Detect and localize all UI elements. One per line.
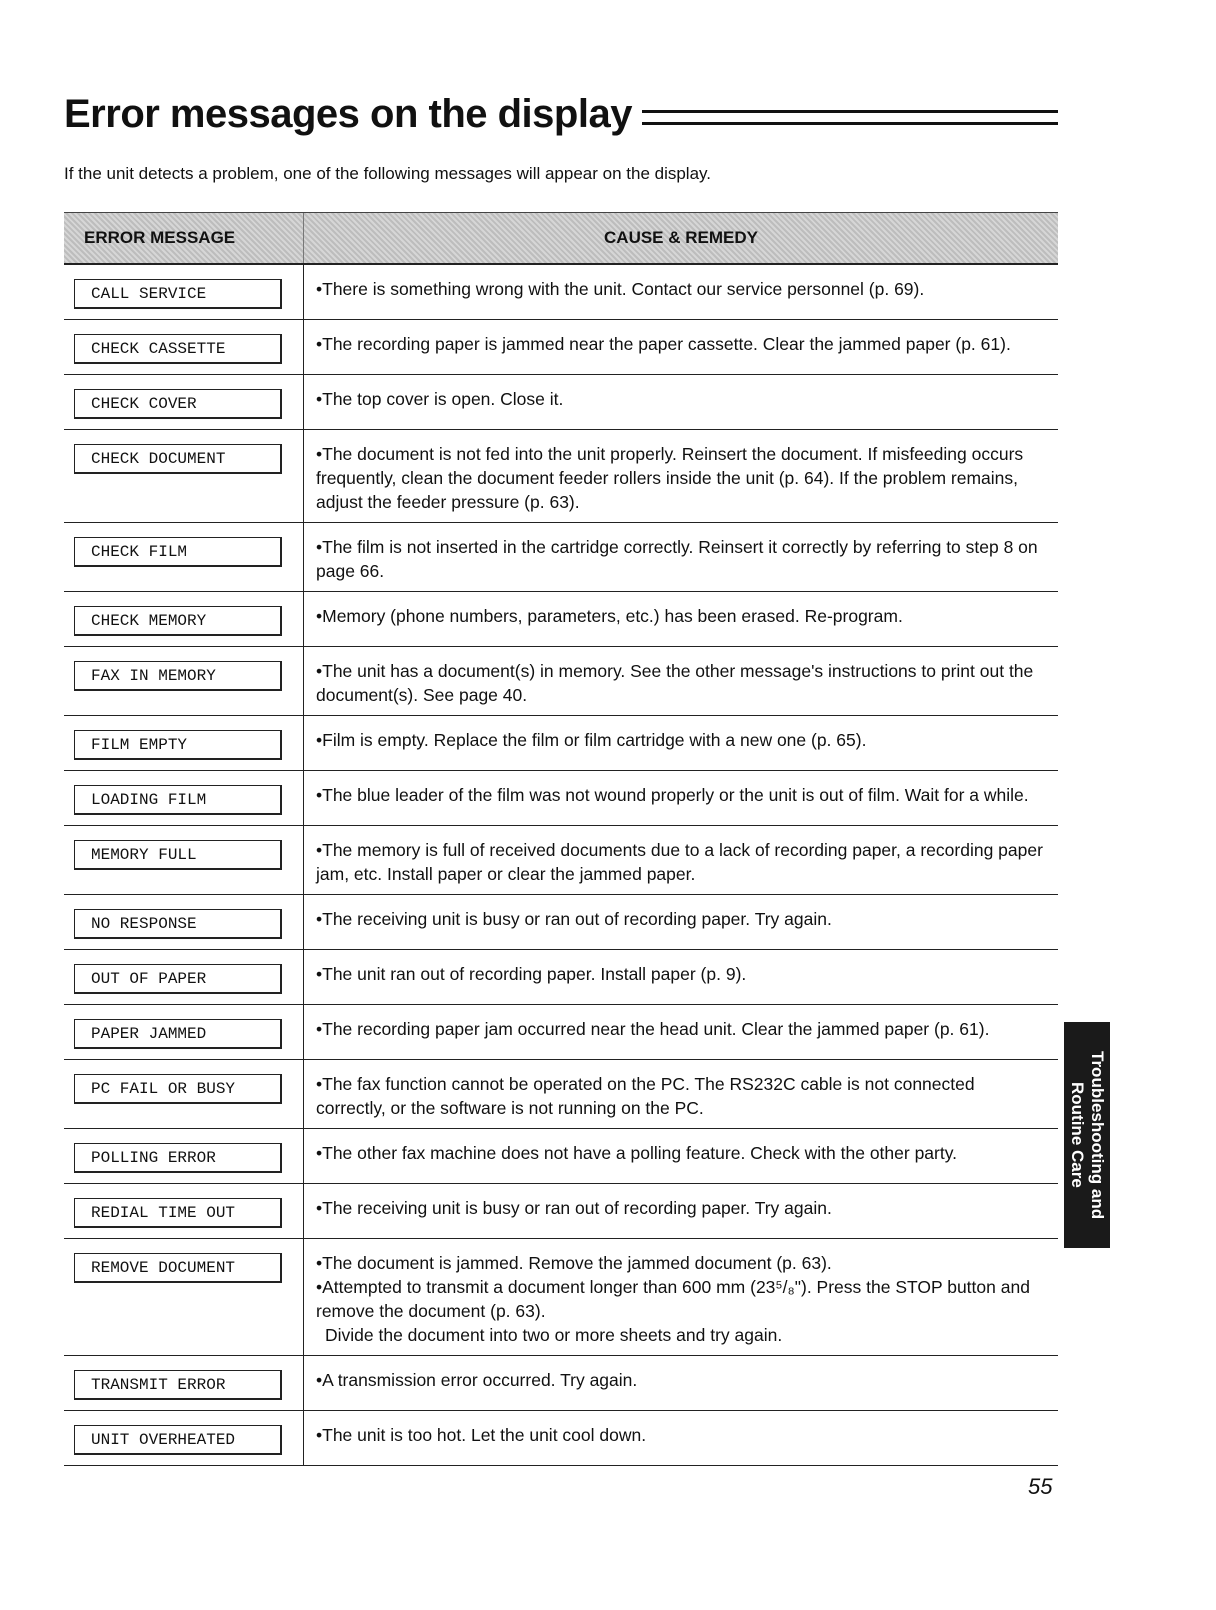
error-message-code: CHECK CASSETTE [74, 334, 282, 364]
error-message-cell [64, 1356, 304, 1410]
header-cause-remedy: CAUSE & REMEDY [604, 228, 758, 247]
cause-remedy-text: •The memory is full of received documents due to a lack of recording paper, a recording paper jam, etc. Install paper or clear the jammed paper. [316, 840, 1043, 884]
cause-remedy-text: •The fax function cannot be operated on the PC. The RS232C cable is not connected correctly, or the software is not running on the PC. [316, 1074, 975, 1118]
error-message-cell [64, 771, 304, 825]
page-title: Error messages on the display [64, 91, 632, 136]
error-message-cell [64, 647, 304, 715]
cause-remedy-cell [304, 1005, 1058, 1059]
table-row [64, 771, 1058, 826]
cause-remedy-cell [304, 1184, 1058, 1238]
cause-remedy-text: •The unit ran out of recording paper. Install paper (p. 9). [316, 964, 747, 984]
cause-remedy-cell [304, 1356, 1058, 1410]
error-message-code: PAPER JAMMED [74, 1019, 282, 1049]
error-message-cell [64, 375, 304, 429]
error-message-cell [64, 1060, 304, 1128]
table-row [64, 430, 1058, 523]
error-message-cell [64, 1184, 304, 1238]
cause-remedy-cell [304, 826, 1058, 894]
cause-remedy-text: •There is something wrong with the unit. Contact our service personnel (p. 69). [316, 279, 925, 299]
table-row [64, 716, 1058, 771]
table-row [64, 1356, 1058, 1411]
table-body [64, 265, 1058, 1466]
error-message-code: REMOVE DOCUMENT [74, 1253, 282, 1283]
cause-remedy-cell [304, 320, 1058, 374]
error-message-cell [64, 1005, 304, 1059]
error-message-cell [64, 592, 304, 646]
cause-remedy-text: •Attempted to transmit a document longer than 600 mm (23⁵/₈"). Press the STOP button and remove the document (p. 63). [316, 1277, 1030, 1321]
header-error-message: ERROR MESSAGE [64, 213, 304, 263]
cause-remedy-text: •The film is not inserted in the cartridge correctly. Reinsert it correctly by referring to step 8 on page 66. [316, 537, 1038, 581]
intro-text: If the unit detects a problem, one of the following messages will appear on the display. [64, 164, 712, 183]
cause-remedy-cell [304, 1411, 1058, 1465]
error-message-cell [64, 1411, 304, 1465]
cause-remedy-text: •The document is not fed into the unit properly. Reinsert the document. If misfeeding occurs frequently, clean the document feeder rollers inside the unit (p. 64). If the problem remains, adjust the feeder pressure (p. 63). [316, 444, 1024, 512]
table-header [64, 212, 1058, 265]
table-row [64, 826, 1058, 895]
cause-remedy-text: •The document is jammed. Remove the jammed document (p. 63). [316, 1253, 832, 1273]
error-message-code: POLLING ERROR [74, 1143, 282, 1173]
table-row [64, 1060, 1058, 1129]
cause-remedy-cell [304, 430, 1058, 522]
table-row [64, 1239, 1058, 1356]
error-table [64, 212, 1058, 1466]
table-row [64, 950, 1058, 1005]
error-message-cell [64, 895, 304, 949]
error-message-cell [64, 265, 304, 319]
error-message-code: CHECK FILM [74, 537, 282, 567]
error-message-code: OUT OF PAPER [74, 964, 282, 994]
cause-remedy-cell [304, 375, 1058, 429]
error-message-code: CALL SERVICE [74, 279, 282, 309]
table-row [64, 320, 1058, 375]
error-message-code: FAX IN MEMORY [74, 661, 282, 691]
table-row [64, 1411, 1058, 1466]
error-message-cell [64, 716, 304, 770]
cause-remedy-cell [304, 1060, 1058, 1128]
table-row [64, 523, 1058, 592]
error-message-code: CHECK DOCUMENT [74, 444, 282, 474]
error-message-cell [64, 826, 304, 894]
error-message-cell [64, 1239, 304, 1355]
cause-remedy-cell [304, 1129, 1058, 1183]
page-heading [64, 84, 1058, 144]
cause-remedy-cell [304, 523, 1058, 591]
side-tab-label: Troubleshooting and Routine Care [1068, 1050, 1107, 1220]
error-message-code: LOADING FILM [74, 785, 282, 815]
page-number: 55 [1028, 1474, 1053, 1499]
cause-remedy-cell [304, 265, 1058, 319]
cause-remedy-text: •The blue leader of the film was not wound properly or the unit is out of film. Wait for a while. [316, 785, 1029, 805]
cause-remedy-text: •Film is empty. Replace the film or film cartridge with a new one (p. 65). [316, 730, 867, 750]
cause-remedy-text: •The top cover is open. Close it. [316, 389, 564, 409]
table-row [64, 647, 1058, 716]
cause-remedy-text: •The receiving unit is busy or ran out of recording paper. Try again. [316, 909, 832, 929]
table-row [64, 1129, 1058, 1184]
cause-remedy-text: •The recording paper is jammed near the paper cassette. Clear the jammed paper (p. 61). [316, 334, 1011, 354]
cause-remedy-cell [304, 771, 1058, 825]
table-row [64, 1184, 1058, 1239]
error-message-code: UNIT OVERHEATED [74, 1425, 282, 1455]
cause-remedy-text: •Memory (phone numbers, parameters, etc.) has been erased. Re-program. [316, 606, 903, 626]
error-message-cell [64, 523, 304, 591]
error-message-code: TRANSMIT ERROR [74, 1370, 282, 1400]
error-message-code: MEMORY FULL [74, 840, 282, 870]
error-message-cell [64, 1129, 304, 1183]
section-side-tab [1064, 1022, 1110, 1248]
error-message-code: CHECK COVER [74, 389, 282, 419]
table-row [64, 592, 1058, 647]
error-message-code: REDIAL TIME OUT [74, 1198, 282, 1228]
cause-remedy-text: •The receiving unit is busy or ran out of recording paper. Try again. [316, 1198, 832, 1218]
error-message-code: CHECK MEMORY [74, 606, 282, 636]
cause-remedy-text: •The unit has a document(s) in memory. See the other message's instructions to print out the document(s). See page 40. [316, 661, 1034, 705]
error-message-code: FILM EMPTY [74, 730, 282, 760]
cause-remedy-cell [304, 895, 1058, 949]
table-row [64, 1005, 1058, 1060]
cause-remedy-cell [304, 1239, 1058, 1355]
error-message-code: PC FAIL OR BUSY [74, 1074, 282, 1104]
cause-remedy-cell [304, 716, 1058, 770]
cause-remedy-text: •The other fax machine does not have a polling feature. Check with the other party. [316, 1143, 958, 1163]
cause-remedy-text: •The unit is too hot. Let the unit cool down. [316, 1425, 647, 1445]
cause-remedy-text: Divide the document into two or more sheets and try again. [325, 1325, 783, 1345]
cause-remedy-cell [304, 592, 1058, 646]
error-message-cell [64, 430, 304, 522]
table-row [64, 375, 1058, 430]
title-rule [642, 110, 1058, 125]
table-row [64, 265, 1058, 320]
cause-remedy-cell [304, 950, 1058, 1004]
cause-remedy-text: •A transmission error occurred. Try again. [316, 1370, 638, 1390]
table-row [64, 895, 1058, 950]
error-message-code: NO RESPONSE [74, 909, 282, 939]
cause-remedy-text: •The recording paper jam occurred near the head unit. Clear the jammed paper (p. 61). [316, 1019, 990, 1039]
error-message-cell [64, 320, 304, 374]
error-message-cell [64, 950, 304, 1004]
cause-remedy-cell [304, 647, 1058, 715]
